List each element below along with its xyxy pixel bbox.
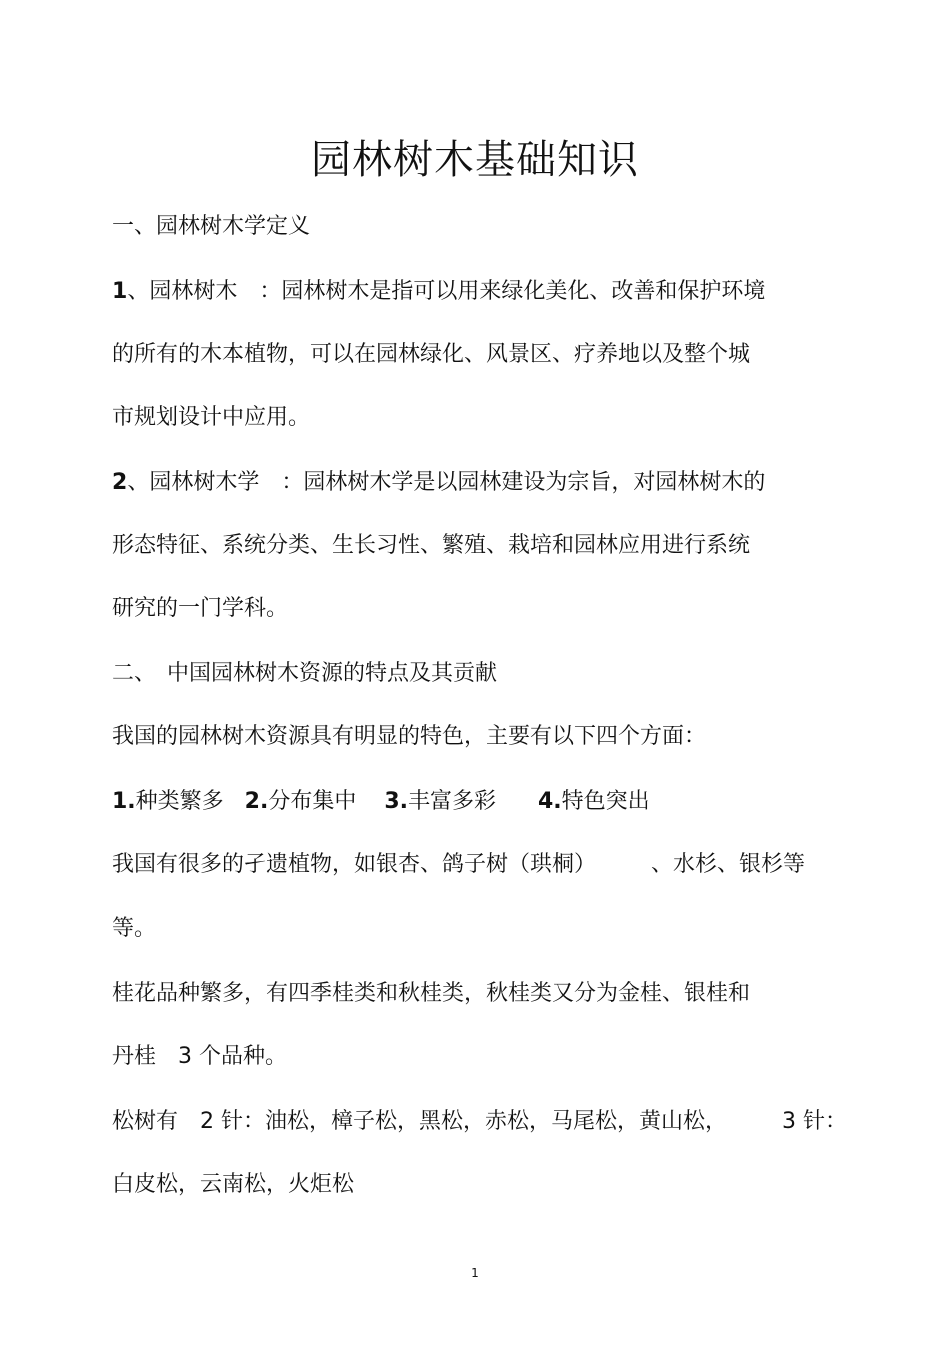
relict-plants-line-1: 我国有很多的孑遗植物，如银杏、鸽子树（珙桐） 、水杉、银杉等 — [112, 852, 806, 877]
definition-1-line-2: 的所有的木本植物，可以在园林绿化、风景区、疗养地以及整个城 — [112, 342, 751, 367]
feature-number: 3. — [384, 789, 409, 814]
page-number: 1 — [471, 1266, 479, 1280]
feature-text: 丰富多彩 — [408, 789, 497, 814]
feature-item — [538, 789, 650, 814]
feature-item — [245, 789, 357, 814]
pine-line-2: 白皮松，云南松，火炬松 — [112, 1172, 355, 1197]
feature-item — [384, 789, 496, 814]
pine-line-1: 松树有 2 针：油松，樟子松，黑松，赤松，马尾松，黄山松， 3 针： — [112, 1109, 847, 1134]
definition-2-line-1 — [112, 467, 765, 499]
feature-text: 种类繁多 — [135, 789, 224, 814]
definition-1-number: 1 — [112, 279, 128, 304]
relict-plants-line-2: 等。 — [112, 916, 157, 941]
feature-number: 2. — [244, 789, 269, 814]
definition-2-text: 、园林树木学 ：园林树木学是以园林建设为宗旨，对园林树木的 — [127, 470, 766, 495]
osmanthus-line-2: 丹桂 3 个品种。 — [112, 1044, 287, 1069]
definition-2-number: 2 — [112, 470, 128, 495]
feature-item — [112, 789, 224, 814]
section-2-heading: 二、 中国园林树木资源的特点及其贡献 — [112, 661, 498, 686]
feature-number: 4. — [538, 789, 562, 814]
feature-text: 特色突出 — [561, 789, 650, 814]
page-title: 园林树木基础知识 — [311, 137, 639, 183]
definition-1-line-3: 市规划设计中应用。 — [112, 405, 311, 430]
definition-1-text: 、园林树木 ：园林树木是指可以用来绿化美化、改善和保护环境 — [127, 279, 766, 304]
section-1-heading: 一、园林树木学定义 — [112, 214, 311, 239]
resources-intro: 我国的园林树木资源具有明显的特色，主要有以下四个方面： — [112, 724, 707, 749]
feature-text: 分布集中 — [268, 789, 357, 814]
features-list — [112, 786, 650, 818]
definition-2-line-3: 研究的一门学科。 — [112, 596, 289, 621]
osmanthus-line-1: 桂花品种繁多，有四季桂类和秋桂类，秋桂类又分为金桂、银桂和 — [112, 981, 751, 1006]
definition-1-line-1 — [112, 276, 765, 308]
feature-number: 1. — [112, 789, 136, 814]
definition-2-line-2: 形态特征、系统分类、生长习性、繁殖、栽培和园林应用进行系统 — [112, 533, 751, 558]
